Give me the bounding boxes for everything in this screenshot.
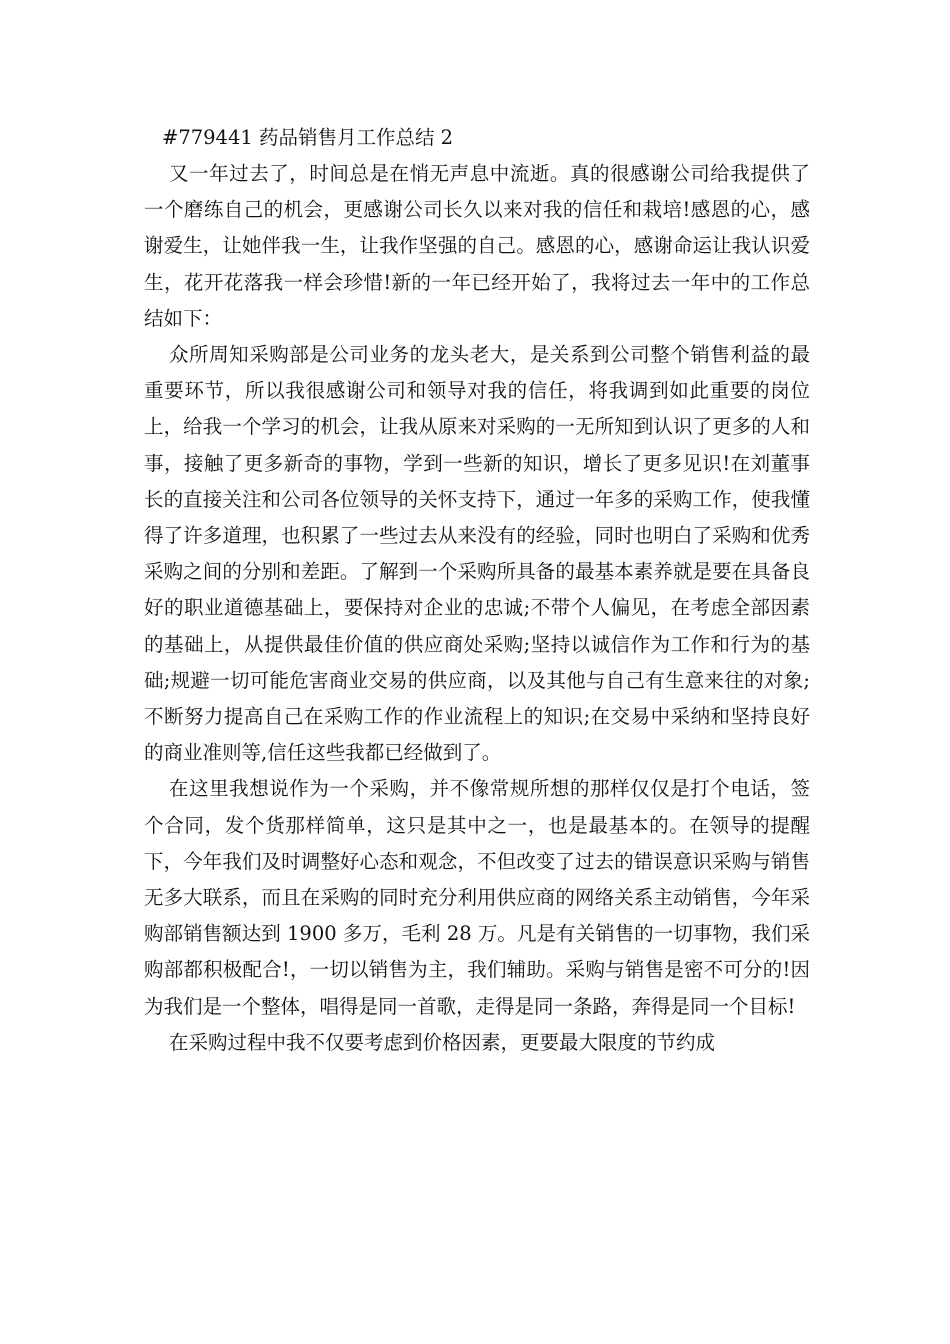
paragraph-intro: 又一年过去了，时间总是在悄无声息中流逝。真的很感谢公司给我提供了一个磨练自己的机会，更感谢公司长久以来对我的信任和栽培!感恩的心，感谢爱生，让她伴我一生，让我作坚强的自己。感恩的心，感谢命运让我认识爱生，花开花落我一样会珍惜!新的一年已经开始了，我将过去一年中的工作总结如下： bbox=[144, 162, 810, 330]
paragraph-procurement-role: 众所周知采购部是公司业务的龙头老大，是关系到公司整个销售利益的最重要环节，所以我很感谢公司和领导对我的信任，将我调到如此重要的岗位上，给我一个学习的机会，让我从原来对采购的一无所知到认识了更多的人和事，接触了更多新奇的事物，学到一些新的知识，增长了更多见识!在刘董事长的直接关注和公司各位领导的关怀支持下，通过一年多的采购工作，使我懂得了许多道理，也积累了一些过去从来没有的经验，同时也明白了采购和优秀采购之间的分别和差距。了解到一个采购所具备的最基本素养就是要在具备良好的职业道德基础上，要保持对企业的忠诚;不带个人偏见，在考虑全部因素的基础上，从提供最佳价值的供应商处采购;坚持以诚信作为工作和行为的基础;规避一切可能危害商业交易的供应商，以及其他与自己有生意来往的对象;不断努力提高自己在采购工作的作业流程上的知识;在交易中采纳和坚持良好的商业准则等,信任这些我都已经做到了。 bbox=[144, 343, 810, 765]
document-body bbox=[144, 120, 810, 1061]
paragraph-cost-saving: 在采购过程中我不仅要考虑到价格因素，更要最大限度的节约成 bbox=[169, 1030, 716, 1054]
document-title: #779441 药品销售月工作总结 2 bbox=[162, 126, 454, 149]
paragraph-sales-cooperation: 在这里我想说作为一个采购，并不像常规所想的那样仅仅是打个电话，签个合同，发个货那样简单，这只是其中之一，也是最基本的。在领导的提醒下，今年我们及时调整好心态和观念，不但改变了过去的错误意识采购与销售无多大联系，而且在采购的同时充分利用供应商的网络关系主动销售，今年采购部销售额达到 1900 多万，毛利 28 万。凡是有关销售的一切事物，我们采购部都积极配合!，一切以销售为主，我们辅助。采购与销售是密不可分的!因为我们是一个整体，唱得是同一首歌，走得是同一条路，奔得是同一个目标! bbox=[144, 777, 810, 1018]
